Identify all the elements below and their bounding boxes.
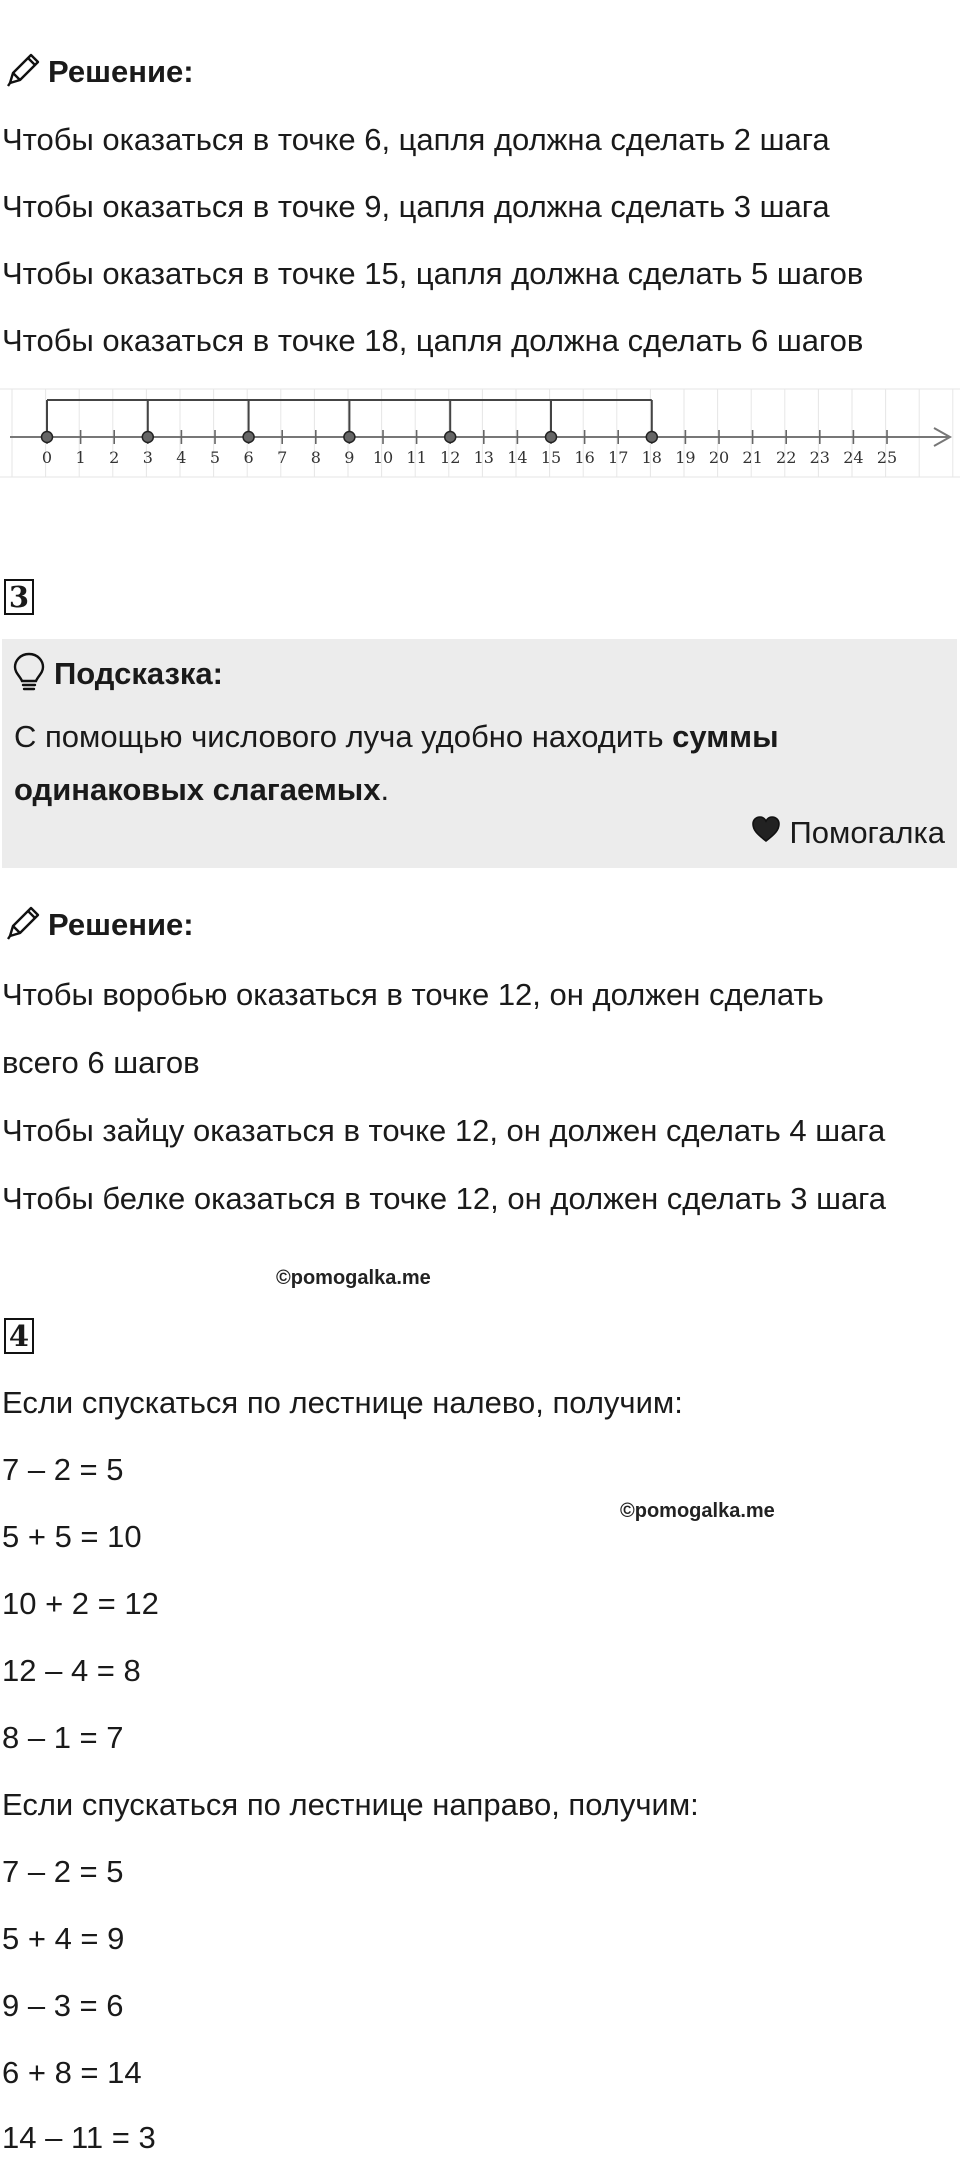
tick-label: 1 [75, 448, 86, 467]
marked-point [243, 432, 254, 443]
pencil-icon [4, 904, 42, 947]
tick-label: 2 [109, 448, 120, 467]
lightbulb-icon [12, 651, 46, 698]
hint-signature-text: Помогалка [789, 815, 945, 850]
tick-label: 5 [209, 448, 221, 467]
task-number-box: 3 [4, 579, 34, 615]
hint-signature [751, 815, 945, 851]
tick-label: 6 [243, 448, 254, 467]
tick-label: 18 [641, 448, 662, 467]
equation: 10 + 2 = 12 [2, 1586, 159, 1621]
watermark: ©pomogalka.me [620, 1500, 775, 1522]
equation: 8 – 1 = 7 [2, 1720, 124, 1755]
marked-point [646, 432, 657, 443]
tick-label: 22 [776, 448, 797, 467]
tick-label: 16 [574, 448, 595, 467]
equation: 7 – 2 = 5 [2, 1452, 124, 1487]
tick-label: 23 [809, 448, 830, 467]
tick-label: 4 [176, 448, 187, 467]
hint-label: Подсказка: [54, 656, 223, 691]
solution-label: Решение: [48, 54, 194, 89]
hint-text-bold: суммы одинаковых слагаемых [14, 719, 779, 807]
text-line: Чтобы оказаться в точке 15, цапля должна сделать 5 шагов [2, 256, 864, 291]
hint-text [14, 710, 914, 816]
tick-label: 12 [440, 448, 461, 467]
hint-header [12, 649, 223, 699]
tick-label: 3 [142, 448, 153, 467]
tick-label: 24 [843, 448, 864, 467]
tick-label: 19 [675, 448, 696, 467]
solution-label: Решение: [48, 907, 194, 942]
text-line: Если спускаться по лестнице налево, получим: [2, 1385, 683, 1420]
tick-label: 15 [540, 448, 562, 467]
equation: 5 + 4 = 9 [2, 1921, 125, 1956]
marked-point [546, 432, 557, 443]
hint-text-plain: С помощью числового луча удобно находить [14, 719, 673, 754]
tick-label: 17 [608, 448, 629, 467]
marked-point [344, 432, 355, 443]
tick-label: 13 [473, 448, 494, 467]
equation: 6 + 8 = 14 [2, 2055, 142, 2090]
marked-point [142, 432, 153, 443]
text-line: всего 6 шагов [2, 1045, 200, 1080]
marked-point [42, 432, 53, 443]
tick-label: 9 [344, 448, 355, 467]
equation: 5 + 5 = 10 [2, 1519, 142, 1554]
text-line: Чтобы зайцу оказаться в точке 12, он должен сделать 4 шага [2, 1113, 886, 1148]
number-line-figure [0, 385, 960, 485]
tick-label: 14 [507, 448, 528, 467]
tick-label: 20 [708, 448, 730, 467]
text-line: Чтобы воробью оказаться в точке 12, он должен сделать [2, 977, 824, 1012]
tick-label: 10 [372, 448, 394, 467]
hint-box [2, 639, 957, 868]
text-line: Чтобы оказаться в точке 18, цапля должна сделать 6 шагов [2, 323, 864, 358]
equation: 14 – 11 = 3 [2, 2120, 156, 2155]
text-line: Чтобы белке оказаться в точке 12, он должен сделать 3 шага [2, 1181, 887, 1216]
equation: 9 – 3 = 6 [2, 1988, 124, 2023]
text-line: Если спускаться по лестнице направо, получим: [2, 1787, 699, 1822]
tick-label: 7 [277, 448, 288, 467]
tick-label: 11 [406, 448, 427, 467]
text-line: Чтобы оказаться в точке 9, цапля должна сделать 3 шага [2, 189, 830, 224]
text-line: Чтобы оказаться в точке 6, цапля должна сделать 2 шага [2, 122, 830, 157]
equation: 7 – 2 = 5 [2, 1854, 124, 1889]
tick-label: 0 [41, 448, 53, 467]
watermark: ©pomogalka.me [276, 1267, 431, 1289]
tick-label: 21 [742, 448, 763, 467]
tick-label: 25 [876, 448, 898, 467]
hint-text-end: . [380, 772, 390, 807]
marked-point [445, 432, 456, 443]
solution-header [4, 50, 194, 94]
pencil-icon [4, 51, 42, 94]
solution-header [4, 903, 194, 947]
equation: 12 – 4 = 8 [2, 1653, 141, 1688]
tick-label: 8 [310, 448, 321, 467]
task-number-box: 4 [4, 1318, 34, 1354]
heart-icon [751, 815, 781, 851]
